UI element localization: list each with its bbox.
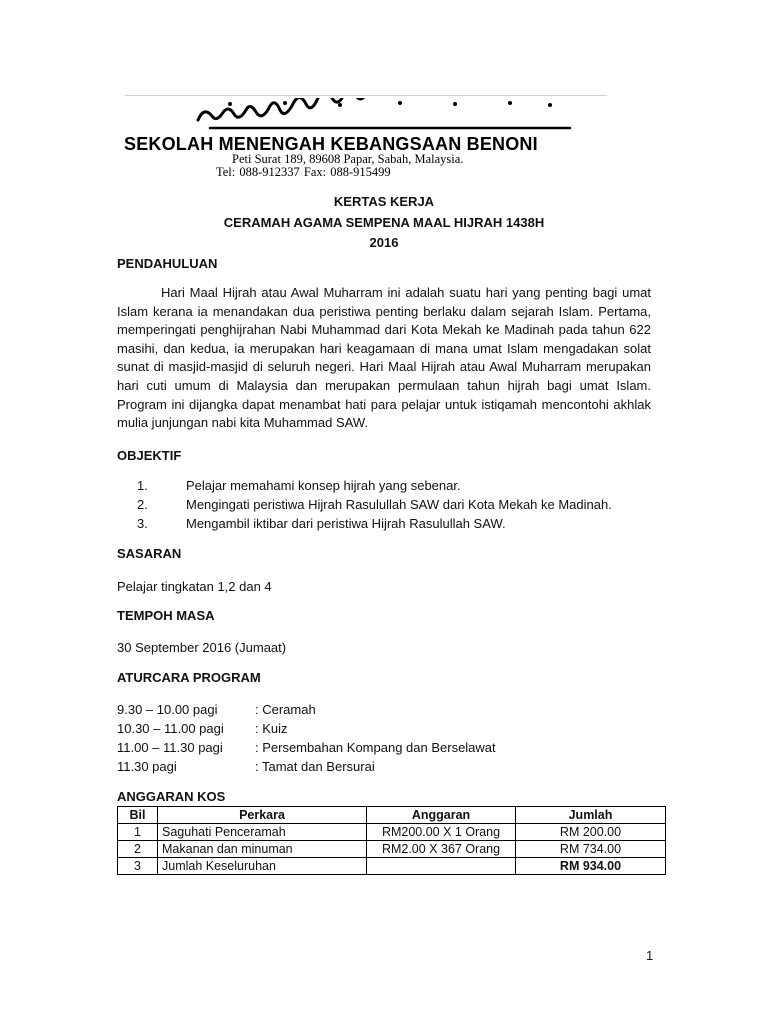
col-header-jumlah: Jumlah (516, 807, 666, 824)
tempoh-masa-text: 30 September 2016 (Jumaat) (117, 640, 287, 655)
letterhead-contact: Tel: 088-912337 Fax: 088-915499 (216, 165, 391, 179)
cell-jumlah: RM 734.00 (516, 841, 666, 858)
doc-title-line2: CERAMAH AGAMA SEMPENA MAAL HIJRAH 1438H (223, 215, 545, 230)
heading-aturcara-program: ATURCARA PROGRAM (117, 670, 261, 685)
cell-anggaran: RM2.00 X 367 Orang (367, 841, 516, 858)
schedule-time: 9.30 – 10.00 pagi (117, 702, 218, 717)
schedule-time: 11.00 – 11.30 pagi (117, 740, 223, 755)
list-item (117, 476, 612, 495)
list-item-number: 2. (137, 497, 148, 512)
doc-title-line3: 2016 (369, 235, 399, 250)
cell-anggaran: RM200.00 X 1 Orang (367, 824, 516, 841)
table-header-row (118, 807, 666, 824)
schedule-row (117, 719, 496, 738)
cell-perkara: Makanan dan minuman (158, 841, 367, 858)
cell-perkara: Saguhati Penceramah (158, 824, 367, 841)
schedule-time: 11.30 pagi (117, 759, 177, 774)
schedule-row (117, 738, 496, 757)
list-item (117, 495, 612, 514)
cell-perkara: Jumlah Keseluruhan (158, 858, 367, 875)
schedule-row (117, 700, 496, 719)
list-item-text: Pelajar memahami konsep hijrah yang sebenar. (186, 478, 461, 493)
list-item-text: Mengingati peristiwa Hijrah Rasulullah SAW dari Kota Mekah ke Madinah. (186, 497, 612, 512)
col-header-bil: Bil (118, 807, 158, 824)
cell-bil: 1 (118, 824, 158, 841)
pendahuluan-paragraph (117, 284, 651, 433)
schedule-activity: : Kuiz (255, 721, 288, 736)
heading-tempoh-masa: TEMPOH MASA (117, 608, 215, 623)
table-row (118, 858, 666, 875)
schedule-time: 10.30 – 11.00 pagi (117, 721, 224, 736)
letterhead-school-name: SEKOLAH MENENGAH KEBANGSAAN BENONI (124, 134, 538, 154)
cell-jumlah-total: RM 934.00 (516, 858, 666, 875)
schedule-row (117, 757, 496, 776)
table-row (118, 841, 666, 858)
heading-sasaran: SASARAN (117, 546, 182, 561)
list-item-number: 1. (137, 478, 148, 493)
objektif-list (117, 476, 612, 533)
schedule-activity: : Tamat dan Bersurai (255, 759, 375, 774)
letterhead-address: Peti Surat 189, 89608 Papar, Sabah, Malaysia. (232, 152, 464, 166)
cell-bil: 2 (118, 841, 158, 858)
list-item-number: 3. (137, 516, 148, 531)
page-number: 1 (646, 948, 654, 963)
schedule-activity: : Persembahan Kompang dan Berselawat (255, 740, 496, 755)
col-header-anggaran: Anggaran (367, 807, 516, 824)
letterhead-rule (125, 95, 607, 96)
heading-anggaran-kos: ANGGARAN KOS (117, 789, 226, 804)
aturcara-schedule (117, 700, 496, 776)
schedule-activity: : Ceramah (255, 702, 316, 717)
table-row (118, 824, 666, 841)
cell-anggaran (367, 858, 516, 875)
pendahuluan-text: Hari Maal Hijrah atau Awal Muharram ini adalah suatu hari yang penting bagi umat Islam kerana ia menandakan dua peristiwa penting berlaku dalam sejarah Islam. Pertama, memperingati penghijrahan Nabi Muhammad dari Kota Mekah ke Madinah pada tahun 622 masihi, dan kedua, ia merupakan hari keagamaan di mana umat Islam mengadakan solat sunat di masjid-masjid di seluruh negeri. Hari Maal Hijrah atau Awal Muharram merupakan hari cuti umum di Malaysia dan merupakan permulaan tahun hijrah bagi umat Islam. Program ini dijangka dapat menambat hati para pelajar untuk istiqamah mencontohi akhlak mulia junjungan nabi kita Muhammad SAW. (117, 285, 651, 431)
heading-pendahuluan: PENDAHULUAN (117, 256, 218, 271)
col-header-perkara: Perkara (158, 807, 367, 824)
sasaran-text: Pelajar tingkatan 1,2 dan 4 (117, 579, 272, 594)
doc-title-line1: KERTAS KERJA (333, 194, 435, 209)
list-item-text: Mengambil iktibar dari peristiwa Hijrah Rasulullah SAW. (186, 516, 506, 531)
heading-objektif: OBJEKTIF (117, 448, 182, 463)
letterhead-arabic-calligraphy (190, 98, 590, 132)
list-item (117, 514, 612, 533)
cell-jumlah: RM 200.00 (516, 824, 666, 841)
cell-bil: 3 (118, 858, 158, 875)
cost-table (117, 806, 666, 875)
